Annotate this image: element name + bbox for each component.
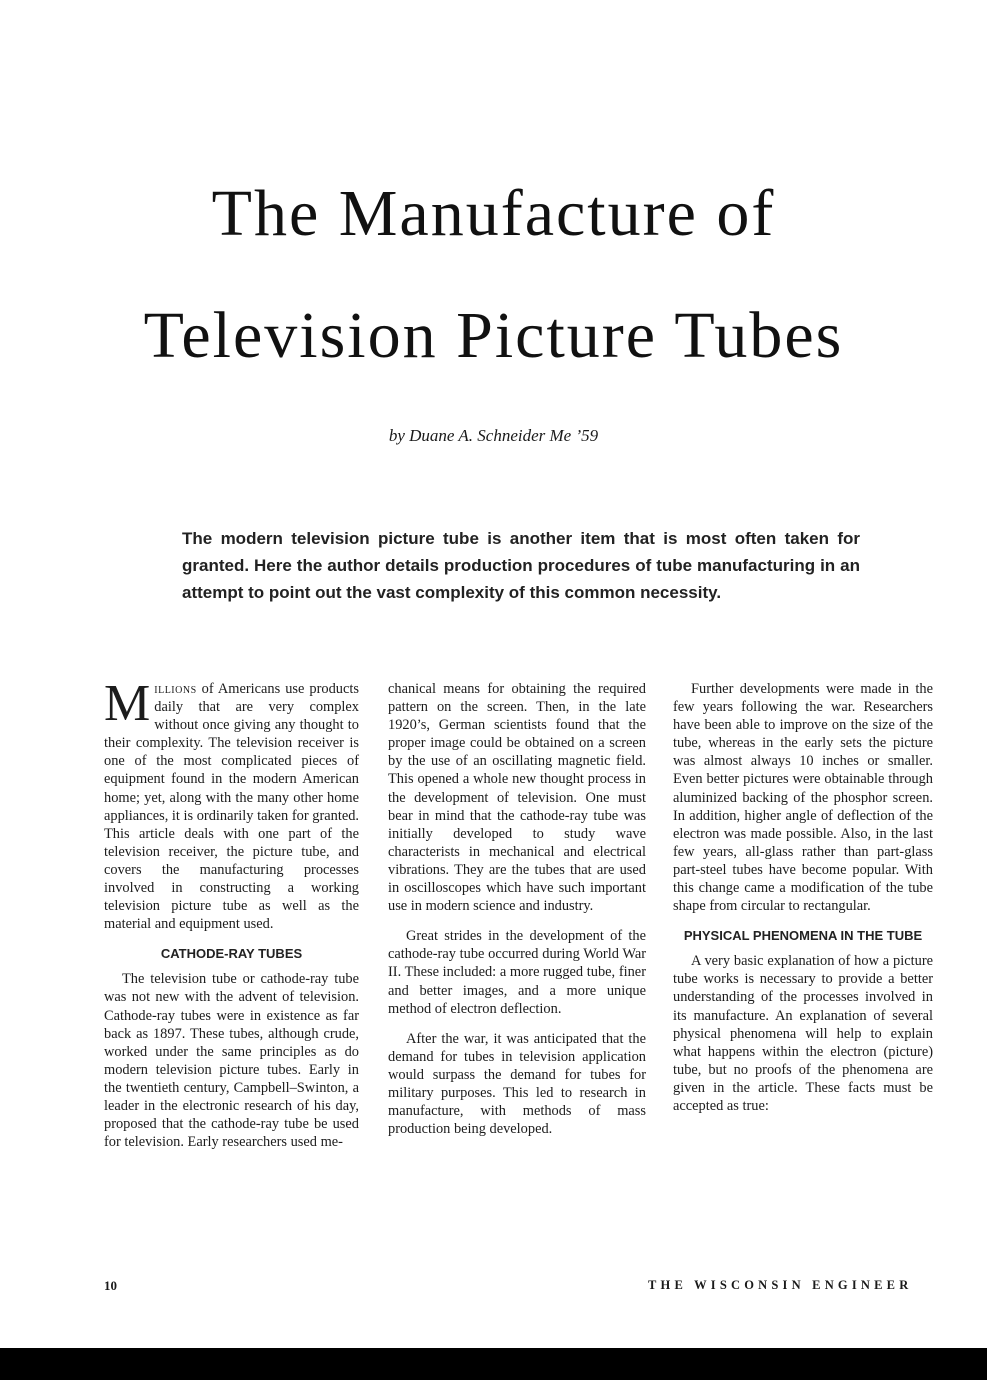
intro-paragraph-text: of Americans use products daily that are very complex without once giving any thought to their complexity. The television receiver is one of the most complicated pieces of equipment found in the modern American home; yet, along with the many other home appliances, it is ordinarily taken for granted. This article deals with one part of the television receiver, the picture tube, and covers the manufacturing processes involved in constructing a working television picture tube as well as the material and equipment used. bbox=[104, 681, 359, 933]
paragraph: Great strides in the development of the cathode-ray tube occurred during World War II. These included: a more rugged tube, finer and better images, and a more unique method of electron deflection. bbox=[388, 928, 646, 1017]
paragraph: A very basic explanation of how a picture tube works is necessary to provide a better understanding of the processes involved in its manufacture. An explanation of several physical phenomena will help to explain what happens within the electron (picture) tube, but no proofs of the phenomena are given in the article. These facts must be accepted as true: bbox=[673, 953, 933, 1114]
article-title-line-1: The Manufacture of bbox=[211, 177, 776, 250]
paragraph: Further developments were made in the few years following the war. Researchers have been able to improve on the size of the tube, whereas in the early sets the picture was almost always 10 inches or smaller. Even better pictures were obtainable through aluminized backing of the phosphor screen. In addition, higher angle of deflection of the electron was made possible. Also, in the last few years, all-glass rather than part-glass part-steel tubes have become popular. With this change came a modification of the tube shape from circular to rectangular. bbox=[673, 681, 933, 915]
section-heading-cathode-ray-tubes: CATHODE-RAY TUBES bbox=[160, 946, 303, 962]
column-3 bbox=[673, 680, 933, 1127]
scan-border bbox=[0, 1348, 987, 1380]
publication-name: THE WISCONSIN ENGINEER bbox=[648, 1278, 913, 1292]
byline: by Duane A. Schneider Me ’59 bbox=[388, 426, 599, 445]
paragraph: chanical means for obtaining the required pattern on the screen. Then, in the late 1920’s, German scientists found that the proper image could be obtained on a screen by the use of an oscillating magnetic field. This opened a whole new thought process in the development of television. One must bear in mind that the cathode-ray tube was initially developed to study wave characterists in mechanical and electrical vibrations. They are the tubes that are used in oscilloscopes which have such important use in modern science and industry. bbox=[388, 681, 646, 915]
section-heading-physical-phenomena: PHYSICAL PHENOMENA IN THE TUBE bbox=[683, 928, 923, 944]
column-1 bbox=[104, 675, 359, 1163]
page-number: 10 bbox=[104, 1278, 117, 1293]
paragraph: The television tube or cathode-ray tube was not new with the advent of television. Cathode-ray tubes were in existence as far back as 1897. These tubes, although crude, worked under the same principles as do modern television picture tubes. Early in the twentieth century, Campbell–Swinton, a leader in the electronic research of his day, proposed that the cathode-ray tube be used for television. Early researchers used me- bbox=[104, 971, 359, 1151]
lead-in-smallcaps: illions bbox=[154, 681, 197, 697]
abstract: The modern television picture tube is another item that is most often taken for granted. Here the author details production procedures of tube manufacturing in an attempt to point out the vast complexity of this common necessity. bbox=[182, 529, 860, 602]
paragraph: After the war, it was anticipated that the demand for tubes in television application would surpass the demand for tubes for military purposes. This led to research in manufacture, with methods of mass production being developed. bbox=[388, 1030, 646, 1138]
drop-cap: M bbox=[104, 675, 151, 732]
intro-paragraph bbox=[104, 675, 359, 933]
article-title-line-2: Television Picture Tubes bbox=[143, 299, 844, 372]
column-2 bbox=[388, 680, 646, 1150]
